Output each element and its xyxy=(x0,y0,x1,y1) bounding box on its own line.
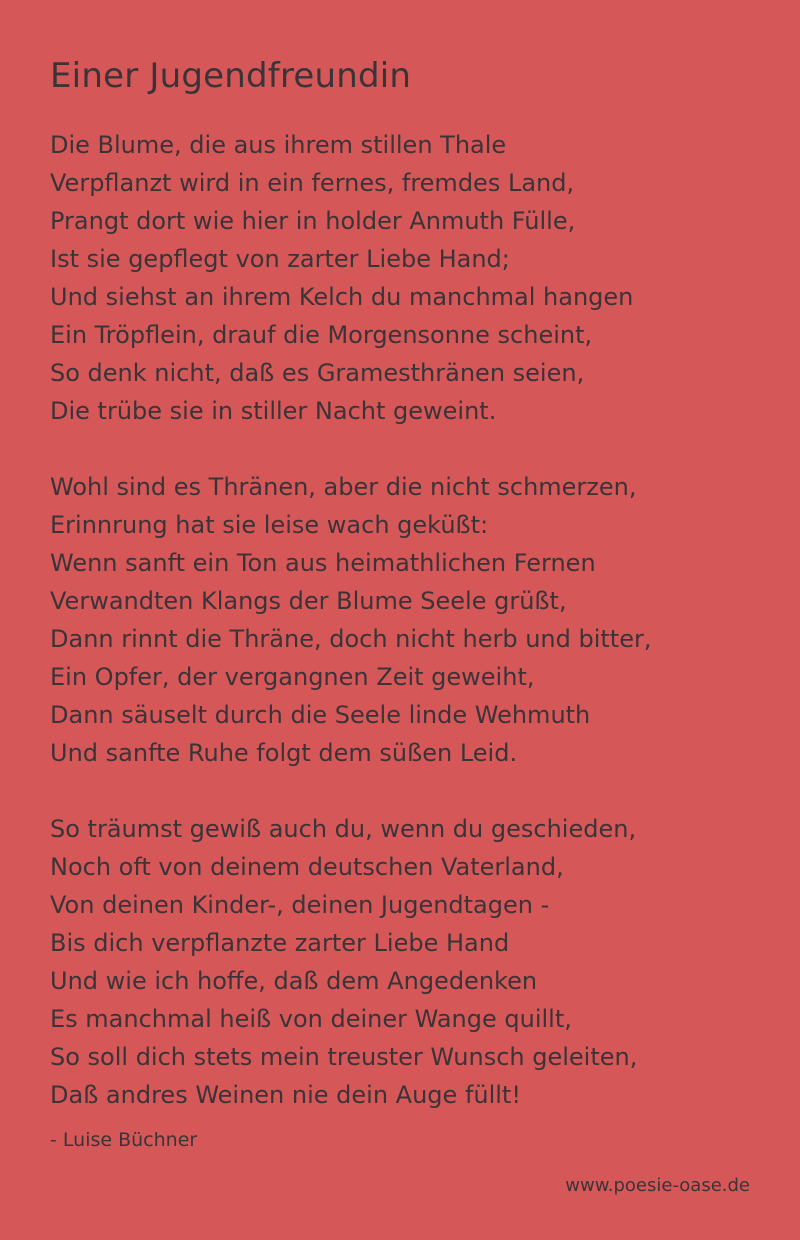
stanza-3 xyxy=(50,810,770,1114)
poem-line: Wenn sanft ein Ton aus heimathlichen Fernen xyxy=(50,549,596,577)
poem-line: Ist sie gepflegt von zarter Liebe Hand; xyxy=(50,245,510,273)
poem-line: So soll dich stets mein treuster Wunsch geleiten, xyxy=(50,1043,638,1071)
stanza-2 xyxy=(50,468,770,772)
poem-line: Daß andres Weinen nie dein Auge füllt! xyxy=(50,1081,521,1109)
poem-line: Ein Tröpflein, drauf die Morgensonne scheint, xyxy=(50,321,593,349)
poem-line: So träumst gewiß auch du, wenn du geschieden, xyxy=(50,815,637,843)
poem-line: Von deinen Kinder-, deinen Jugendtagen - xyxy=(50,891,550,919)
poem-line: Und wie ich hoffe, daß dem Angedenken xyxy=(50,967,538,995)
poem-line: Verpflanzt wird in ein fernes, fremdes Land, xyxy=(50,169,575,197)
poem-line: Und siehst an ihrem Kelch du manchmal hangen xyxy=(50,283,634,311)
poem-line: Verwandten Klangs der Blume Seele grüßt, xyxy=(50,587,567,615)
poem-line: Erinnrung hat sie leise wach geküßt: xyxy=(50,511,489,539)
poem-line: Noch oft von deinem deutschen Vaterland, xyxy=(50,853,564,881)
poem-line: Dann säuselt durch die Seele linde Wehmuth xyxy=(50,701,591,729)
poem-line: Die trübe sie in stiller Nacht geweint. xyxy=(50,397,497,425)
website-url: www.poesie-oase.de xyxy=(565,1175,750,1196)
poem-author: - Luise Büchner xyxy=(50,1129,198,1151)
poem-line: Prangt dort wie hier in holder Anmuth Fülle, xyxy=(50,207,576,235)
poem-line: Und sanfte Ruhe folgt dem süßen Leid. xyxy=(50,739,518,767)
poem-line: Wohl sind es Thränen, aber die nicht schmerzen, xyxy=(50,473,637,501)
poem-line: So denk nicht, daß es Gramesthränen seien, xyxy=(50,359,585,387)
poem-line: Dann rinnt die Thräne, doch nicht herb und bitter, xyxy=(50,625,652,653)
poem-line: Die Blume, die aus ihrem stillen Thale xyxy=(50,131,507,159)
poem-line: Ein Opfer, der vergangnen Zeit geweiht, xyxy=(50,663,535,691)
poem-title: Einer Jugendfreundin xyxy=(50,56,412,96)
poem-line: Bis dich verpflanzte zarter Liebe Hand xyxy=(50,929,510,957)
poem-line: Es manchmal heiß von deiner Wange quillt, xyxy=(50,1005,572,1033)
stanza-1 xyxy=(50,126,770,430)
